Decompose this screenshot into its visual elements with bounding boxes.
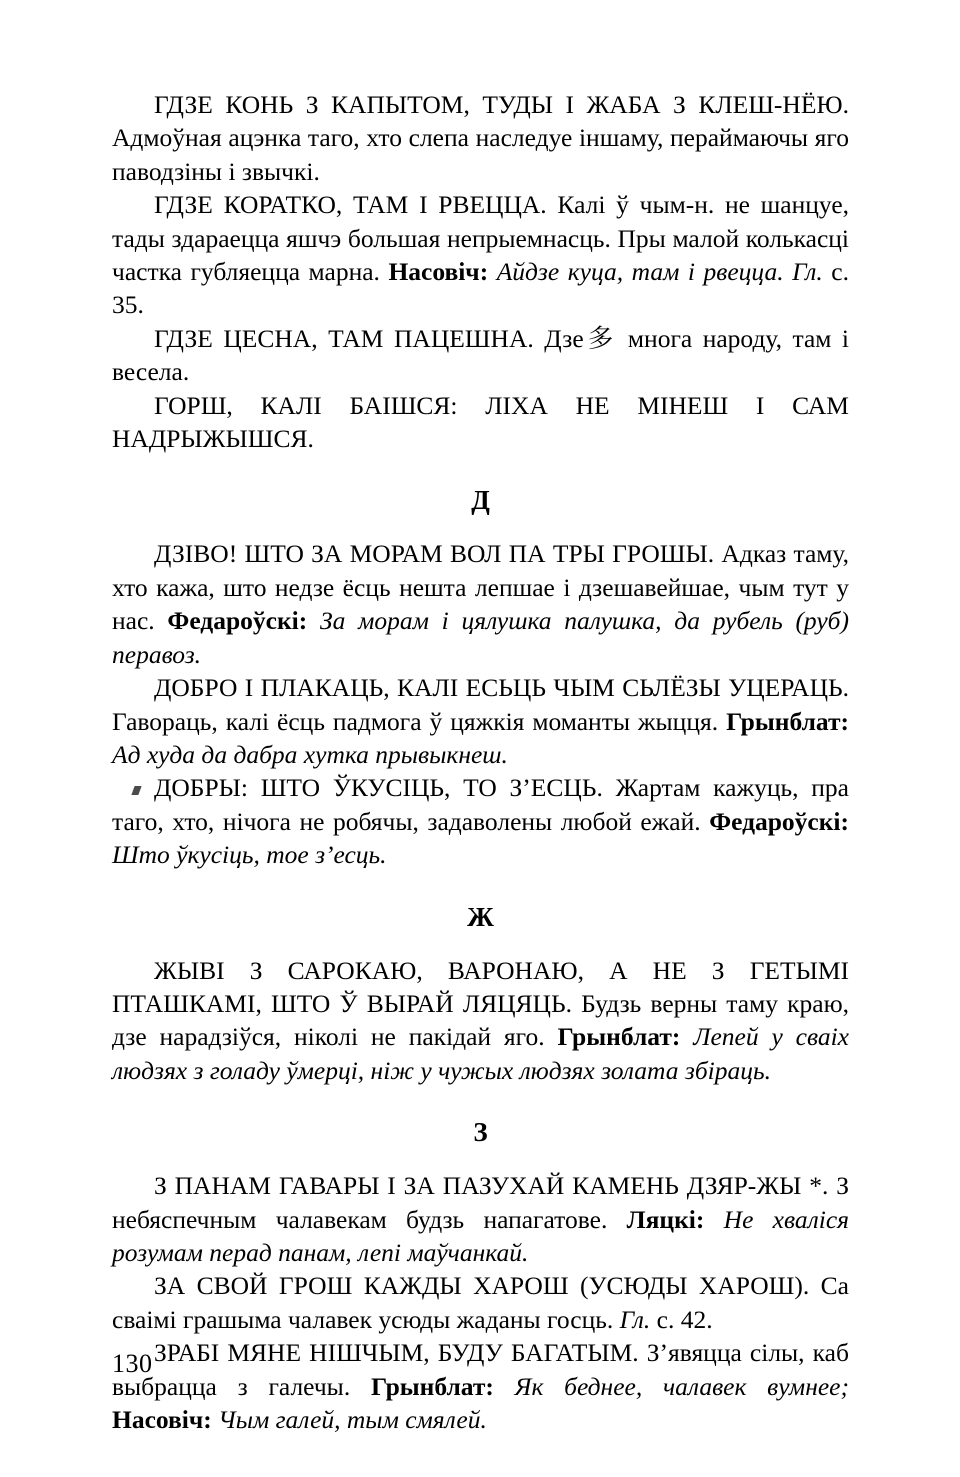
- entry-headword: ДЗІВО! ШТО ЗА МОРАМ ВОЛ ПА ТРЫ ГРОШЫ.: [154, 539, 715, 569]
- entry-gloss: Жартам кажуць, пра таго, хто, нічога не робячы, задаволены любой ежай.: [112, 773, 849, 836]
- entry-quote-secondary: Чым галей, тым смялей.: [211, 1405, 487, 1434]
- entry-source: Федароўскі:: [167, 606, 308, 636]
- entry-headword: ГДЗЕ КОНЬ З КАПЫТОМ, ТУДЫ І ЖАБА З КЛЕШ-НЁЮ.: [154, 90, 849, 119]
- entry-headword: ГОРШ, КАЛІ БАІШСЯ: ЛІХА НЕ МІНЕШ І САМ НАДРЫЖЫШСЯ.: [112, 390, 849, 454]
- entry-headword: ЗА СВОЙ ГРОШ КАЖДЫ ХАРОШ (УСЮДЫ ХАРОШ).: [154, 1271, 810, 1301]
- entry-headword: ДОБРО І ПЛАКАЦЬ, КАЛІ ЕСЬЦЬ ЧЫМ СЬЛЁЗЫ УЦЕРАЦЬ.: [154, 673, 849, 703]
- entry-gloss: Гавораць, калі ёсць падмога ў цяжкія моманты жыцця.: [112, 706, 727, 736]
- section-spacer: [112, 455, 849, 485]
- section-spacer: [112, 872, 849, 902]
- dictionary-entry: [112, 537, 849, 671]
- section-heading-letter: З: [473, 1117, 488, 1148]
- section-spacer: [112, 1147, 849, 1169]
- entry-source: Грынблат:: [370, 1371, 494, 1401]
- entry-gloss: З’явяцца сілы, каб выбрацца з галечы.: [112, 1338, 849, 1401]
- entry-gloss: Калі ў чым-н. не шанцуе, тады здараецца яшчэ большая непрыемнасць. Пры малой колькасці частка губляецца марна.: [112, 190, 850, 287]
- entry-headword: ЖЫВІ З САРОКАЮ, ВАРОНАЮ, А НЕ З ГЕТЫМІ ПТАШКАМІ, ШТО Ў ВЫРАЙ ЛЯЦЯЦЬ.: [112, 955, 849, 1018]
- entry-headword: ДОБРЫ: ШТО ЎКУСІЦЬ, ТО З’ЕСЦЬ.: [154, 773, 603, 803]
- section-heading-letter: Ж: [467, 901, 494, 932]
- page-text-body: [112, 88, 849, 1436]
- entry-ref-roman: с. 35.: [112, 257, 849, 320]
- page-number: 130: [112, 1349, 153, 1378]
- section-spacer: [112, 932, 849, 954]
- entry-source: Ляцкі:: [626, 1204, 705, 1234]
- entry-source: Насовіч:: [388, 257, 489, 287]
- entry-quote: Як беднее, чалавек вумнее;: [493, 1371, 849, 1401]
- entry-headword: ГДЗЕ КОРАТКО, ТАМ І РВЕЦЦА.: [154, 190, 547, 220]
- entry-headword: ГДЗЕ ЦЕСНА, ТАМ ПАЦЕШНА.: [154, 323, 534, 353]
- section-spacer: [112, 1087, 849, 1117]
- dictionary-entry: [112, 771, 849, 871]
- entry-gloss: З небяспечным чалавекам будзь напагатове.: [112, 1171, 849, 1234]
- entry-source: Грынблат:: [726, 706, 849, 736]
- entry-source: Федароўскі:: [709, 806, 849, 836]
- entry-quote: Не хваліся розумам перад панам, лепі маўчанкай.: [112, 1204, 850, 1267]
- entry-ref-roman: с. 42.: [650, 1304, 713, 1334]
- entry-quote: Лепей у сваіх людзях з голаду ўмерці, ніж у чужых людзях золата збіраць.: [112, 1022, 849, 1085]
- dictionary-entry: [112, 389, 849, 456]
- entry-gloss: Дзе多 многа народу, там і весела.: [112, 323, 849, 387]
- dictionary-entry: [112, 188, 849, 322]
- dictionary-entry: [112, 322, 849, 389]
- entry-gloss: Адмоўная ацэнка таго, хто слепа наследуе іншаму, пераймаючы яго паводзіны і звычкі.: [112, 123, 849, 186]
- entry-gloss: Будзь верны таму краю, дзе нарадзіўся, ніколі не пакідай яго.: [112, 988, 849, 1052]
- dictionary-entry: [112, 1169, 849, 1269]
- dictionary-entry: [112, 88, 849, 188]
- dictionary-entry: [112, 1269, 849, 1336]
- entry-ref-italic: Гл.: [783, 257, 823, 287]
- entry-source-secondary: Насовіч:: [112, 1405, 212, 1434]
- entry-quote: За морам і цялушка палушка, да рубель (руб) перавоз.: [112, 606, 849, 669]
- section-heading-letter: Д: [471, 485, 490, 516]
- entry-quote: Айдзе куца, там і рвецца.: [488, 257, 784, 287]
- entry-gloss: Адказ таму, хто кажа, што недзе ёсць нешта лепшае і дзешавейшае, чым тут у нас.: [112, 539, 849, 636]
- section-spacer: [112, 515, 849, 537]
- dictionary-entry: [112, 1336, 849, 1436]
- entry-headword: З ПАНАМ ГАВАРЫ І ЗА ПАЗУХАЙ КАМЕНЬ ДЗЯР-ЖЫ *.: [154, 1171, 829, 1201]
- entry-quote: Ад худа да дабра хутка прывыкнеш.: [112, 739, 508, 769]
- entry-headword: ЗРАБІ МЯНЕ НІШЧЫМ, БУДУ БАГАТЫМ.: [154, 1338, 639, 1368]
- entry-ref-italic: Гл.: [619, 1304, 651, 1334]
- dictionary-entry: [112, 671, 849, 771]
- dictionary-entry: [112, 954, 849, 1088]
- entry-source: Грынблат:: [557, 1022, 681, 1052]
- entry-gloss: Са сваімі грашыма чалавек усюды жаданы госць.: [112, 1271, 850, 1334]
- entry-quote: Што ўкусіць, тое з’есць.: [112, 840, 387, 870]
